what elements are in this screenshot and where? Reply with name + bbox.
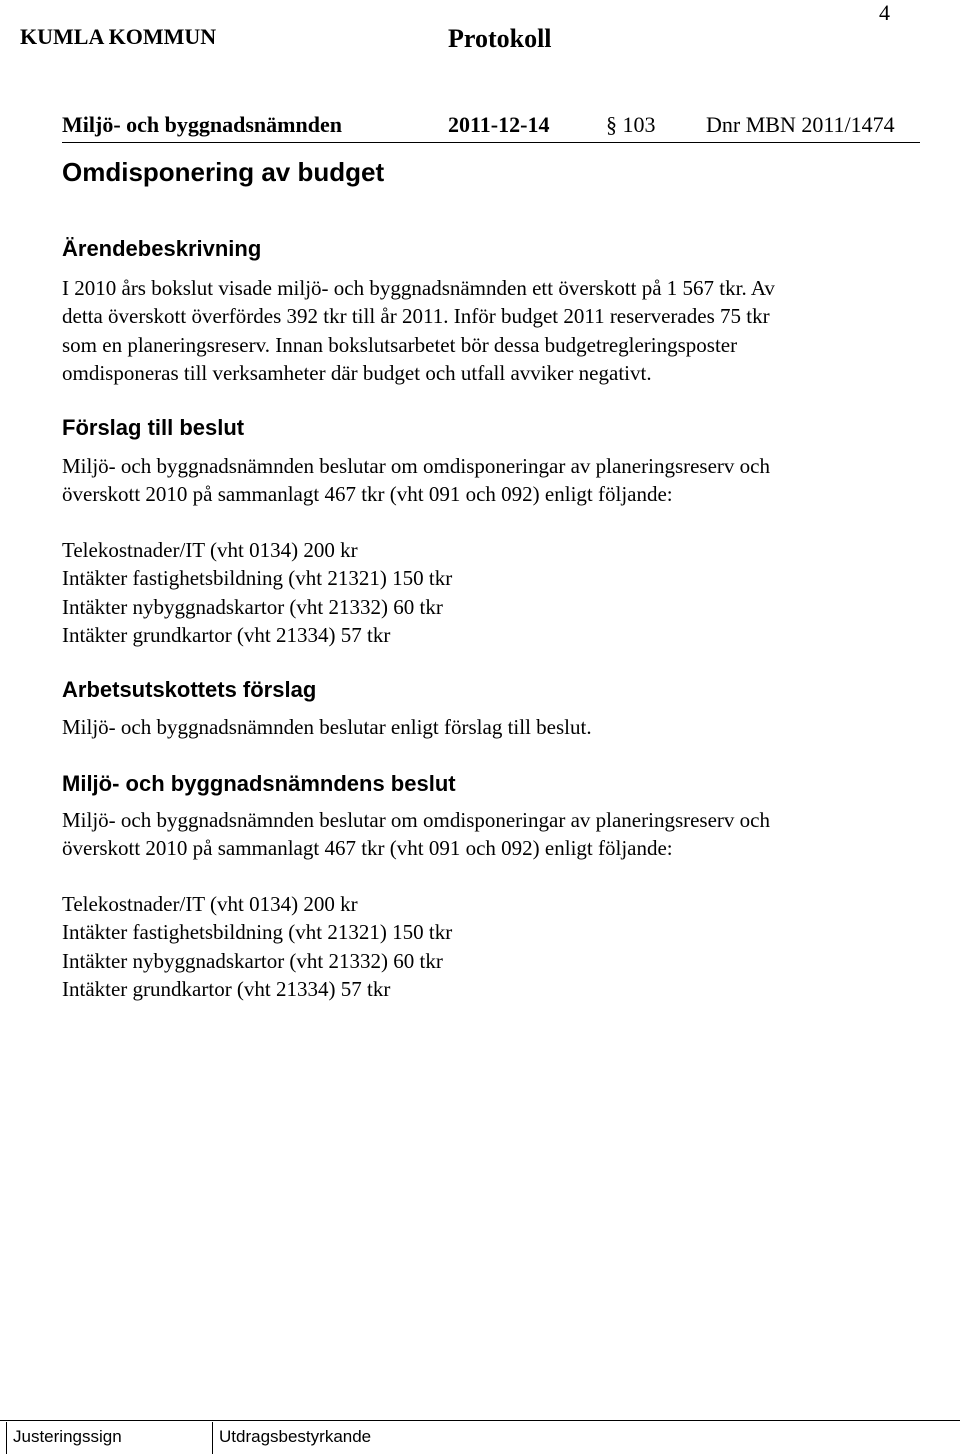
paragraph-forslag xyxy=(62,452,770,509)
text-line: överskott 2010 på sammanlagt 467 tkr (vht 091 och 092) enligt följande: xyxy=(62,836,673,861)
list-item: Intäkter fastighetsbildning (vht 21321) 150 tkr xyxy=(62,920,453,945)
list-item: Telekostnader/IT (vht 0134) 200 kr xyxy=(62,892,358,916)
text-line: omdisponeras till verksamheter där budget och utfall avviker negativt. xyxy=(62,361,652,386)
footer-justeringssign: Justeringssign xyxy=(6,1422,193,1454)
list-item: Telekostnader/IT (vht 0134) 200 kr xyxy=(62,538,358,562)
text-line: Miljö- och byggnadsnämnden beslutar om omdisponeringar av planeringsreserv och xyxy=(62,808,770,832)
meta-divider xyxy=(62,142,920,143)
meta-row xyxy=(62,112,920,144)
page-title: Omdisponering av budget xyxy=(62,157,385,187)
footer xyxy=(0,1418,960,1454)
meta-paragraph: § 103 xyxy=(606,112,656,137)
list-item: Intäkter grundkartor (vht 21334) 57 tkr xyxy=(62,623,391,648)
list-item: Intäkter nybyggnadskartor (vht 21332) 60 tkr xyxy=(62,948,443,973)
text-line: Miljö- och byggnadsnämnden beslutar om omdisponeringar av planeringsreserv och xyxy=(62,454,770,478)
organization-name: KUMLA KOMMUN xyxy=(20,24,217,49)
paragraph-beslut xyxy=(62,806,770,863)
paragraph-arendebeskrivning xyxy=(62,274,775,388)
list-forslag xyxy=(62,536,452,650)
meta-date: 2011-12-14 xyxy=(448,112,550,137)
meta-committee: Miljö- och byggnadsnämnden xyxy=(62,112,342,137)
heading-forslag-till-beslut: Förslag till beslut xyxy=(62,415,245,440)
text-line: I 2010 års bokslut visade miljö- och byggnadsnämnden ett överskott på 1 567 tkr. Av xyxy=(62,276,775,300)
list-beslut xyxy=(62,890,452,1004)
heading-arendebeskrivning: Ärendebeskrivning xyxy=(62,236,262,261)
text-line: överskott 2010 på sammanlagt 467 tkr (vht 091 och 092) enligt följande: xyxy=(62,482,673,507)
list-item: Intäkter grundkartor (vht 21334) 57 tkr xyxy=(62,977,391,1002)
footer-divider xyxy=(0,1420,960,1421)
heading-arbetsutskottets-forslag: Arbetsutskottets förslag xyxy=(62,677,317,702)
footer-utdragsbestyrkande: Utdragsbestyrkande xyxy=(212,1422,459,1454)
list-item: Intäkter fastighetsbildning (vht 21321) 150 tkr xyxy=(62,566,453,591)
text-line: detta överskott överfördes 392 tkr till år 2011. Inför budget 2011 reserverades 75 tkr xyxy=(62,304,770,329)
text-line: Miljö- och byggnadsnämnden beslutar enligt förslag till beslut. xyxy=(62,715,592,739)
paragraph-au xyxy=(62,713,592,741)
list-item: Intäkter nybyggnadskartor (vht 21332) 60 tkr xyxy=(62,594,443,619)
document-type: Protokoll xyxy=(448,24,552,53)
heading-namndens-beslut: Miljö- och byggnadsnämndens beslut xyxy=(62,771,456,796)
text-line: som en planeringsreserv. Innan bokslutsarbetet bör dessa budgetregleringsposter xyxy=(62,332,738,357)
meta-dnr: Dnr MBN 2011/1474 xyxy=(706,112,895,137)
page-number: 4 xyxy=(879,0,890,25)
